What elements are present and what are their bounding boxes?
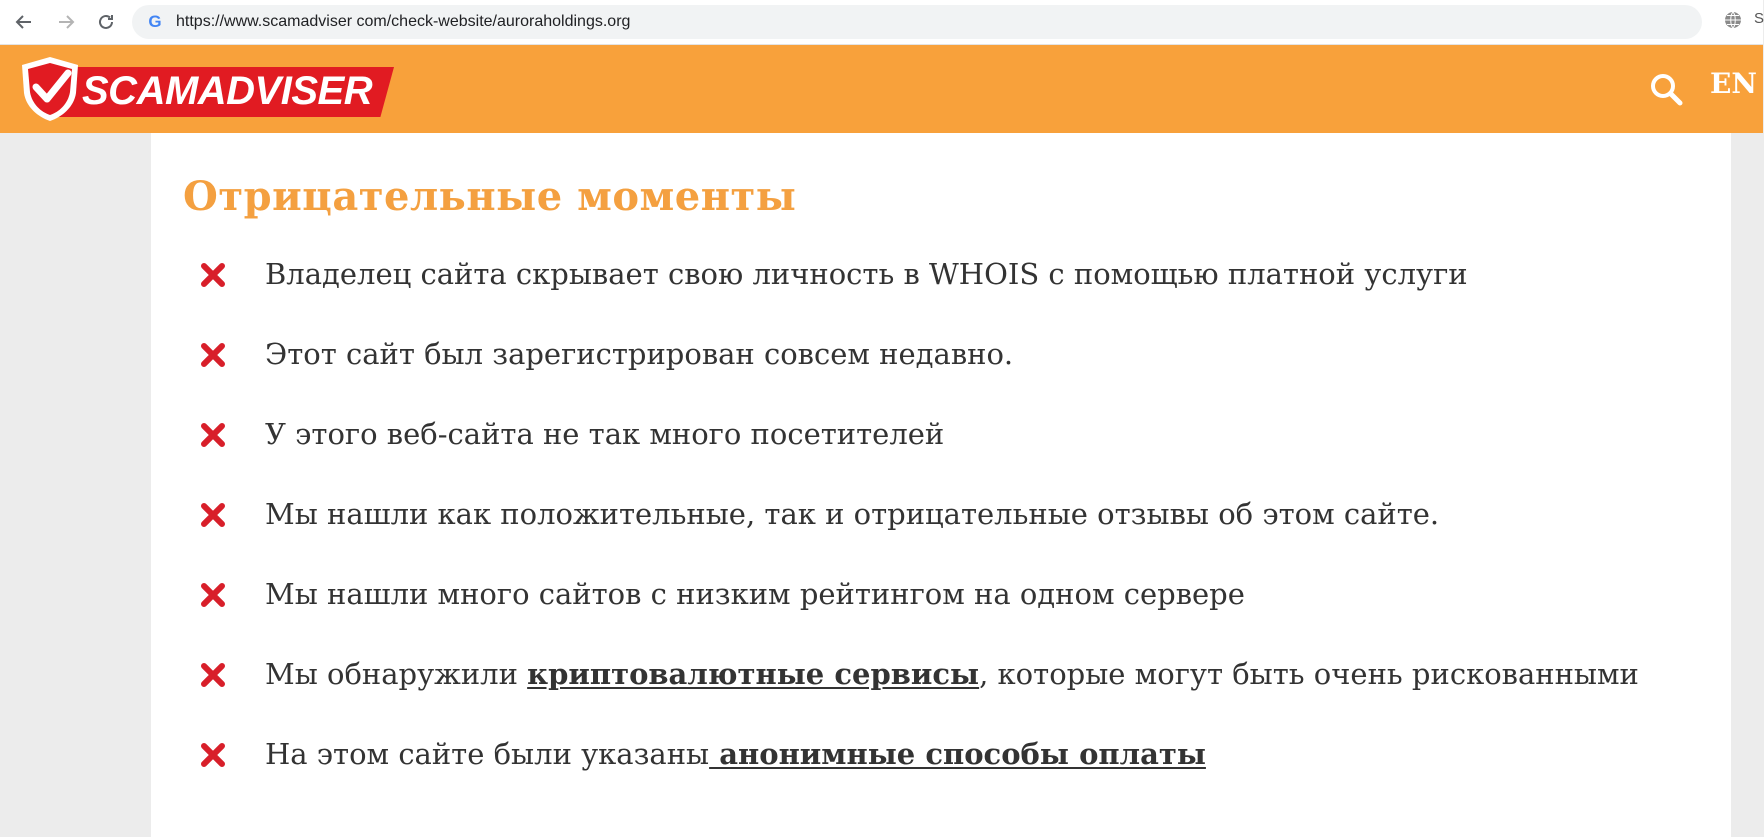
list-item-text: [265, 731, 1206, 777]
search-icon[interactable]: [1648, 71, 1684, 107]
crypto-services-link[interactable]: криптовалютные сервисы: [527, 657, 980, 691]
list-item-text: Владелец сайта скрывает свою личность в WHOIS с помощью платной услуги: [265, 257, 1468, 291]
scamadviser-logo[interactable]: [18, 55, 378, 121]
red-x-icon: [199, 741, 227, 769]
list-item-text: У этого веб-сайта не так много посетителей: [265, 417, 945, 451]
list-item: [199, 251, 1639, 331]
list-item-text: Мы нашли много сайтов с низким рейтингом на одном сервере: [265, 577, 1245, 611]
list-item: [199, 571, 1639, 651]
site-header: [0, 45, 1763, 133]
forward-arrow-icon[interactable]: [52, 8, 80, 36]
section-title: Отрицательные моменты: [183, 173, 797, 220]
globe-icon[interactable]: [1723, 10, 1743, 30]
content-card: [151, 133, 1731, 837]
list-item-text-after: , которые могут быть очень рискованными: [979, 657, 1639, 691]
reload-icon[interactable]: [92, 8, 120, 36]
language-selector[interactable]: EN: [1710, 67, 1757, 100]
negative-points-list: [199, 251, 1639, 811]
browser-toolbar: [0, 0, 1763, 45]
google-icon: G: [148, 12, 162, 31]
address-bar[interactable]: [132, 5, 1702, 39]
list-item-text: [265, 651, 1639, 697]
list-item: [199, 651, 1639, 731]
red-x-icon: [199, 261, 227, 289]
red-x-icon: [199, 661, 227, 689]
red-x-icon: [199, 421, 227, 449]
list-item: [199, 331, 1639, 411]
list-item: [199, 491, 1639, 571]
list-item-text: Мы нашли как положительные, так и отрицательные отзывы об этом сайте.: [265, 497, 1440, 531]
back-arrow-icon[interactable]: [10, 8, 38, 36]
list-item: [199, 411, 1639, 491]
logo-text: SCAMADVISER: [82, 69, 373, 113]
red-x-icon: [199, 581, 227, 609]
list-item-text-before: Мы обнаружили: [265, 657, 528, 691]
red-x-icon: [199, 341, 227, 369]
list-item-text-before: На этом сайте были указаны: [265, 737, 710, 771]
shield-check-icon: [18, 55, 82, 123]
anonymous-payments-link[interactable]: анонимные способы оплаты: [709, 737, 1206, 771]
red-x-icon: [199, 501, 227, 529]
toolbar-edge-glyph: S: [1754, 10, 1764, 27]
list-item: [199, 731, 1639, 811]
url-text[interactable]: https://www.scamadviser com/check-website/auroraholdings.org: [176, 13, 631, 30]
list-item-text: Этот сайт был зарегистрирован совсем недавно.: [265, 337, 1014, 371]
